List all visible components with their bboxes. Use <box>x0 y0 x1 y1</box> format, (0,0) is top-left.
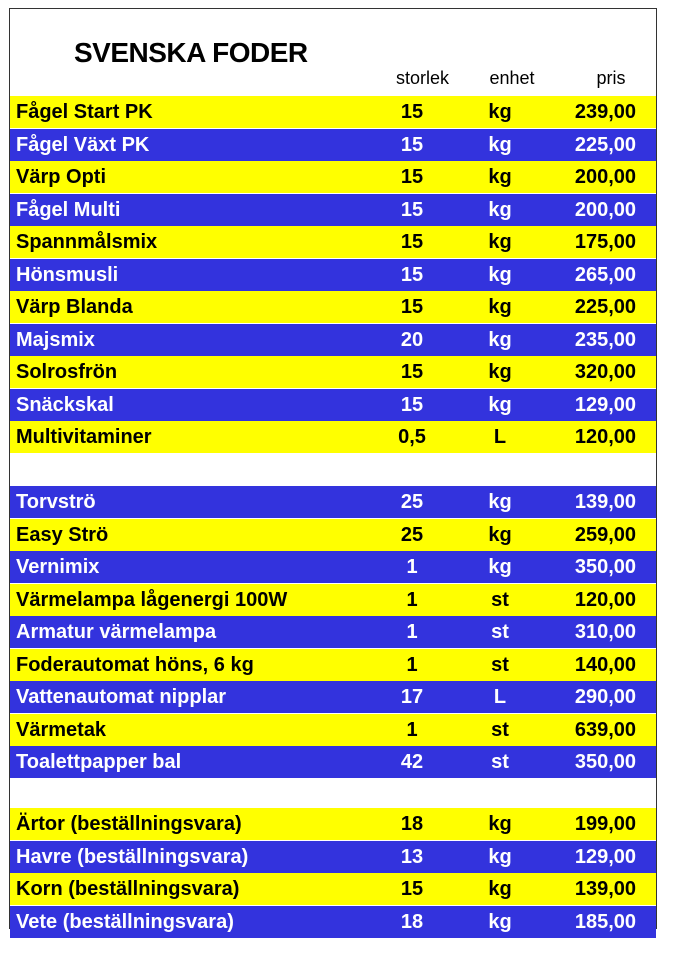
table-row <box>10 746 656 778</box>
product-name: Fågel Start PK <box>16 101 153 123</box>
table-row <box>10 681 656 713</box>
product-name: Multivitaminer <box>16 426 152 448</box>
product-unit: st <box>491 751 509 773</box>
table-row <box>10 194 656 226</box>
product-name: Armatur värmelampa <box>16 621 217 643</box>
product-unit: kg <box>488 166 512 188</box>
product-price: 185,00 <box>574 910 636 933</box>
product-size: 25 <box>400 523 424 546</box>
product-unit: st <box>491 621 509 643</box>
product-unit: kg <box>488 845 512 868</box>
product-name: Korn (beställningsvara) <box>16 878 240 900</box>
product-unit: kg <box>488 910 512 933</box>
table-row <box>10 906 656 938</box>
product-unit: kg <box>488 263 512 286</box>
product-name: Ärtor (beställningsvara) <box>16 813 242 835</box>
product-name: Fågel Växt PK <box>16 133 150 156</box>
product-size: 15 <box>400 231 424 253</box>
product-unit: kg <box>488 878 512 900</box>
product-size: 15 <box>400 361 424 383</box>
product-price: 239,00 <box>574 101 636 123</box>
product-name: Vattenautomat nipplar <box>16 686 227 708</box>
product-name: Värmetak <box>16 718 107 741</box>
table-row <box>10 841 656 873</box>
product-name: Vete (beställningsvara) <box>16 910 234 933</box>
product-name: Vernimix <box>16 556 100 578</box>
table-row <box>10 616 656 648</box>
product-name: Snäckskal <box>16 393 114 416</box>
product-price: 350,00 <box>574 556 636 578</box>
product-size: 15 <box>400 101 424 123</box>
product-price: 175,00 <box>574 231 636 253</box>
product-price: 129,00 <box>574 393 636 416</box>
product-price: 120,00 <box>574 426 636 448</box>
product-price: 310,00 <box>574 621 636 643</box>
product-size: 15 <box>400 198 424 221</box>
product-price: 265,00 <box>574 263 636 286</box>
product-name: Majsmix <box>16 328 95 351</box>
product-unit: kg <box>488 198 512 221</box>
product-unit: kg <box>488 556 512 578</box>
table-row <box>10 714 656 746</box>
product-size: 15 <box>400 878 424 900</box>
column-header-unit: enhet <box>489 68 535 88</box>
product-size: 15 <box>400 133 424 156</box>
price-list-sheet <box>9 8 657 933</box>
product-size: 15 <box>400 296 424 318</box>
product-name: Värmelampa lågenergi 100W <box>16 588 288 611</box>
page-title: SVENSKA FODER <box>74 37 308 68</box>
product-price: 235,00 <box>574 328 636 351</box>
product-unit: kg <box>488 491 512 513</box>
product-name: Toalettpapper bal <box>16 751 182 773</box>
product-price: 259,00 <box>574 523 636 546</box>
product-unit: kg <box>488 133 512 156</box>
product-size: 1 <box>406 588 418 611</box>
table-row <box>10 421 656 453</box>
product-size: 1 <box>406 621 418 643</box>
product-name: Easy Strö <box>16 523 109 546</box>
table-row <box>10 486 656 518</box>
product-price: 225,00 <box>574 296 636 318</box>
product-unit: L <box>493 426 507 448</box>
product-price: 139,00 <box>574 491 636 513</box>
product-size: 42 <box>400 751 424 773</box>
product-price: 639,00 <box>574 718 636 741</box>
table-row <box>10 808 656 840</box>
table-row <box>10 519 656 551</box>
product-unit: kg <box>488 296 512 318</box>
product-size: 15 <box>400 263 424 286</box>
table-row <box>10 873 656 905</box>
product-name: Foderautomat höns, 6 kg <box>16 653 254 676</box>
column-header-size: storlek <box>395 68 449 88</box>
table-row <box>10 259 656 291</box>
table-row <box>10 584 656 616</box>
table-row <box>10 324 656 356</box>
product-price: 120,00 <box>574 588 636 611</box>
product-size: 1 <box>406 556 418 578</box>
product-name: Spannmålsmix <box>16 231 158 253</box>
product-price: 139,00 <box>574 878 636 900</box>
product-price: 350,00 <box>574 751 636 773</box>
product-unit: kg <box>488 813 512 835</box>
table-row <box>10 96 656 128</box>
product-price: 200,00 <box>574 166 636 188</box>
product-name: Värp Opti <box>16 166 107 188</box>
product-unit: kg <box>488 328 512 351</box>
product-name: Hönsmusli <box>16 263 119 286</box>
product-unit: st <box>491 718 509 741</box>
product-price: 290,00 <box>574 686 636 708</box>
product-size: 17 <box>400 686 424 708</box>
product-name: Värp Blanda <box>16 296 133 318</box>
product-name: Fågel Multi <box>16 198 121 221</box>
table-row <box>10 551 656 583</box>
product-unit: L <box>493 686 507 708</box>
table-row <box>10 291 656 323</box>
product-size: 18 <box>400 813 424 835</box>
table-row <box>10 649 656 681</box>
product-unit: kg <box>488 393 512 416</box>
product-price: 140,00 <box>574 653 636 676</box>
table-row <box>10 356 656 388</box>
product-unit: st <box>491 588 509 611</box>
product-size: 1 <box>406 718 418 741</box>
product-price: 199,00 <box>574 813 636 835</box>
product-unit: kg <box>488 523 512 546</box>
table-row <box>10 389 656 421</box>
table-row <box>10 129 656 161</box>
product-price: 129,00 <box>574 845 636 868</box>
product-name: Torvströ <box>16 491 96 513</box>
product-price: 225,00 <box>574 133 636 156</box>
table-row <box>10 226 656 258</box>
product-size: 25 <box>400 491 424 513</box>
product-size: 18 <box>400 910 424 933</box>
product-size: 15 <box>400 166 424 188</box>
column-header-price: pris <box>596 68 626 88</box>
product-size: 13 <box>400 845 424 868</box>
product-size: 15 <box>400 393 424 416</box>
product-size: 1 <box>406 653 418 676</box>
product-size: 20 <box>400 328 424 351</box>
product-size: 0,5 <box>398 426 426 448</box>
product-name: Havre (beställningsvara) <box>16 845 249 868</box>
table-row <box>10 161 656 193</box>
product-unit: st <box>491 653 509 676</box>
product-price: 200,00 <box>574 198 636 221</box>
product-unit: kg <box>488 361 512 383</box>
product-name: Solrosfrön <box>16 361 118 383</box>
product-unit: kg <box>488 231 512 253</box>
product-unit: kg <box>488 101 512 123</box>
product-price: 320,00 <box>574 361 636 383</box>
